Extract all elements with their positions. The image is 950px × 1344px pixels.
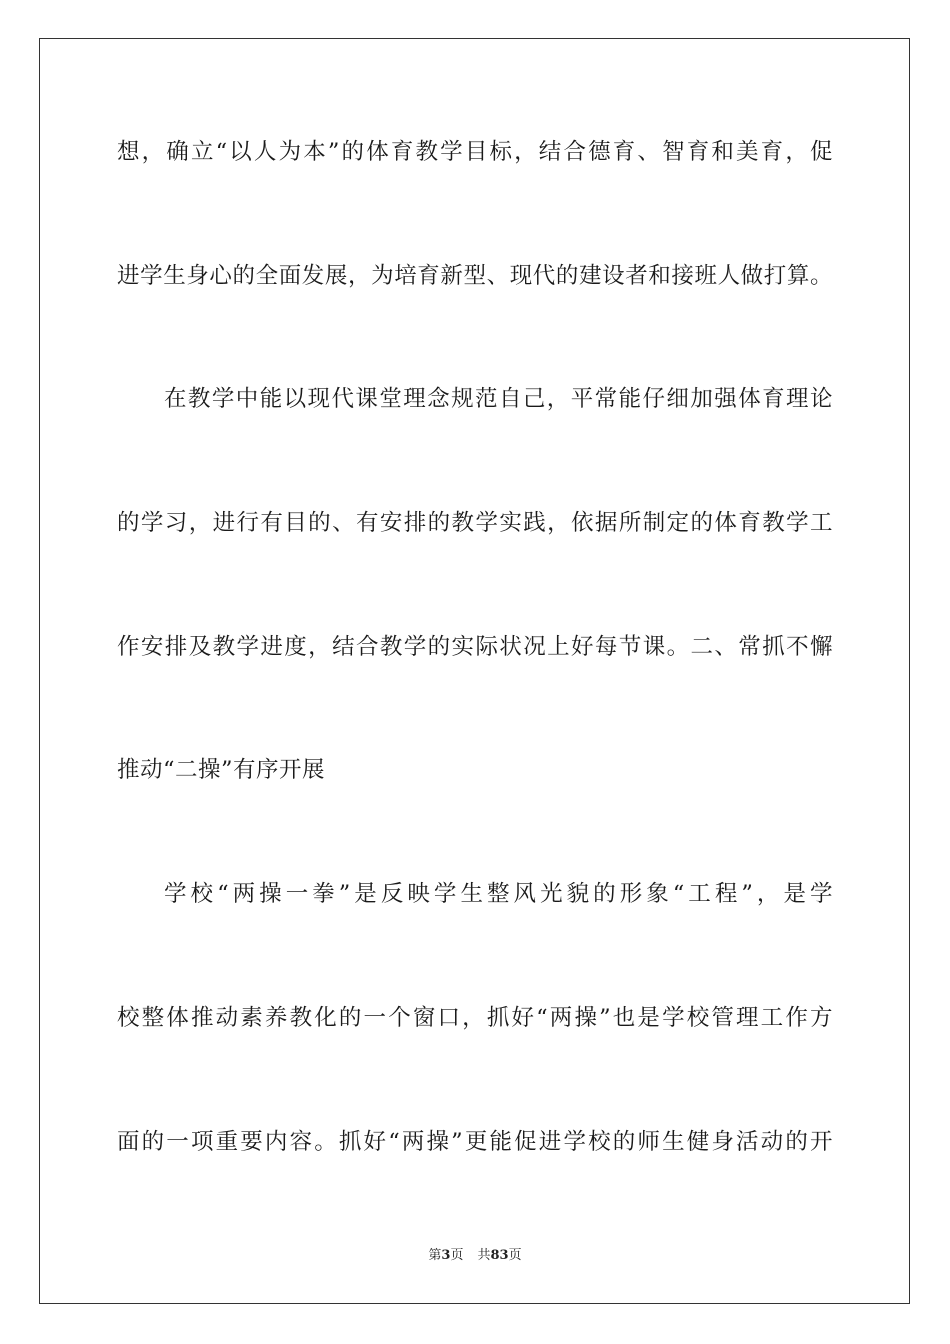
page-footer (0, 1247, 950, 1265)
paragraph-line-6: 推动“二操”有序开展 (117, 757, 326, 783)
paragraph-line-1: 想，确立“以人为本”的体育教学目标，结合德育、智育和美育，促 (117, 139, 833, 165)
paragraph-line-7: 学校“两操一拳”是反映学生整风光貌的形象“工程”，是学 (164, 881, 833, 907)
paragraph-line-3: 在教学中能以现代课堂理念规范自己，平常能仔细加强体育理论 (164, 386, 833, 412)
page-unit: 页 (450, 1248, 464, 1263)
total-pages-number: 83 (490, 1248, 509, 1263)
paragraph-line-5: 作安排及教学进度，结合教学的实际状况上好每节课。二、常抓不懈 (117, 634, 833, 660)
paragraph-line-4: 的学习，进行有目的、有安排的教学实践，依据所制定的体育教学工 (117, 510, 833, 536)
paragraph-line-2: 进学生身心的全面发展，为培育新型、现代的建设者和接班人做打算。 (117, 263, 833, 289)
total-unit: 页 (508, 1248, 522, 1263)
page-prefix: 第 (428, 1248, 442, 1263)
page-border (39, 38, 910, 1304)
total-prefix: 共 (477, 1248, 491, 1263)
current-page-number: 3 (441, 1248, 451, 1263)
paragraph-line-8: 校整体推动素养教化的一个窗口，抓好“两操”也是学校管理工作方 (117, 1005, 833, 1031)
paragraph-line-9: 面的一项重要内容。抓好“两操”更能促进学校的师生健身活动的开 (117, 1129, 833, 1155)
